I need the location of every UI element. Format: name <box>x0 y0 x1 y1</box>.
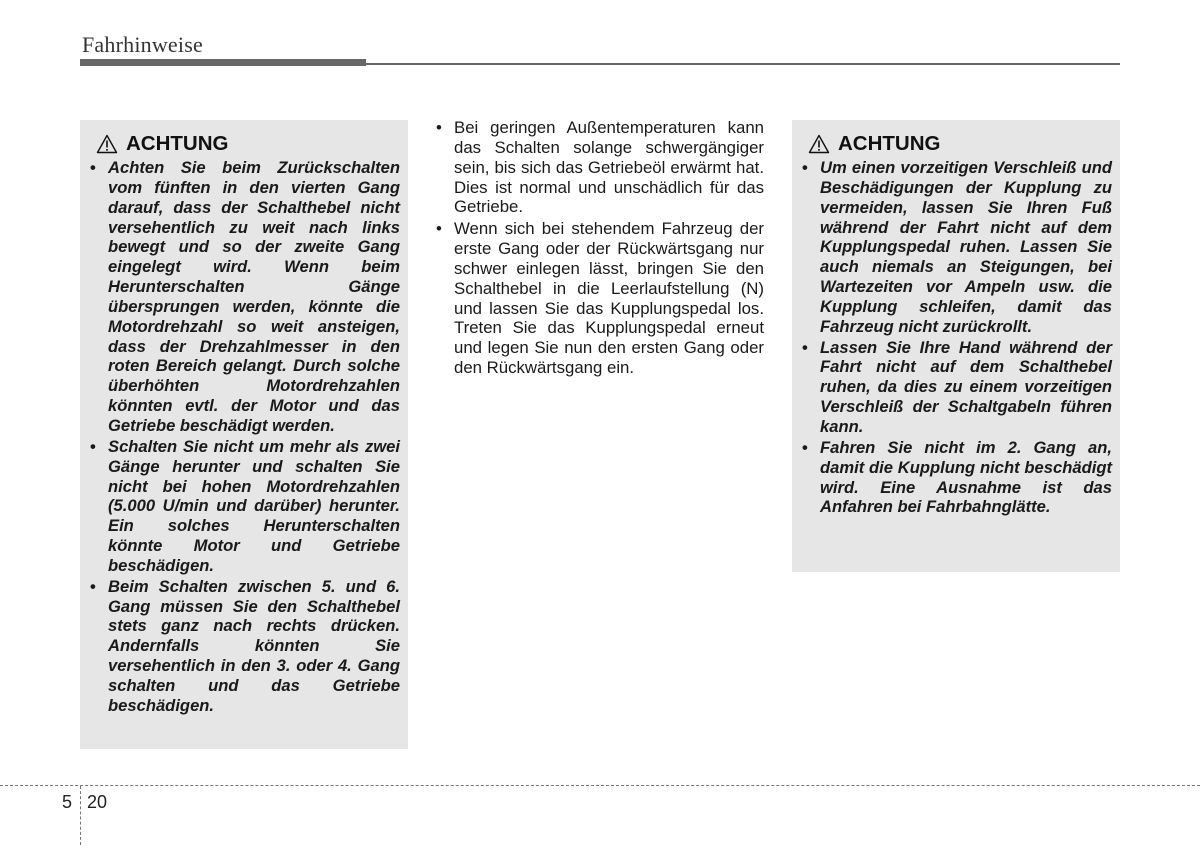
warning-heading <box>96 132 400 156</box>
warning-item: • Lassen Sie Ihre Hand während der Fahrt nicht auf dem Schalthebel ruhen, da dies zu einem vorzeitigen Verschleiß der Schaltgabeln führen kann. <box>802 338 1112 437</box>
header-rule <box>80 63 1120 65</box>
footer-dashed-divider <box>80 786 81 845</box>
body-item: • Wenn sich bei stehendem Fahrzeug der erste Gang oder der Rückwärtsgang nur schwer einlegen lässt, bringen Sie den Schalthebel in die Leerlaufstellung (N) und lassen Sie das Kupplungspedal los. Treten Sie das Kupplungspedal erneut und legen Sie nun den ersten Gang oder den Rückwärtsgang ein. <box>434 219 764 378</box>
warning-box-left <box>80 120 408 749</box>
body-column <box>434 118 764 380</box>
warning-list <box>802 158 1112 517</box>
warning-heading <box>808 132 1112 156</box>
body-list <box>434 118 764 378</box>
warning-triangle-icon <box>808 134 830 154</box>
body-item: • Bei geringen Außentemperaturen kann das Schalten solange schwergängiger sein, bis sich das Getriebeöl erwärmt hat. Dies ist normal und unschädlich für das Getriebe. <box>434 118 764 217</box>
warning-item: • Um einen vorzeitigen Verschleiß und Beschädigungen der Kupplung zu vermeiden, lassen Sie Ihren Fuß während der Fahrt nicht auf dem Kupplungspedal ruhen. Lassen Sie auch niemals an Steigungen, bei Wartezeiten vor Ampeln usw. die Kupplung schleifen, damit das Fahrzeug nicht zurückrollt. <box>802 158 1112 337</box>
warning-list <box>90 158 400 716</box>
warning-title: ACHTUNG <box>126 132 229 155</box>
warning-title: ACHTUNG <box>838 132 941 155</box>
chapter-number: 5 <box>62 792 73 812</box>
warning-box-right <box>792 120 1120 572</box>
warning-item: • Beim Schalten zwischen 5. und 6. Gang müssen Sie den Schalthebel stets ganz nach rechts drücken. Andernfalls könnten Sie versehentlich in den 3. oder 4. Gang schalten und das Getriebe beschädigen. <box>90 577 400 716</box>
warning-item: • Fahren Sie nicht im 2. Gang an, damit die Kupplung nicht beschädigt wird. Eine Ausnahme ist das Anfahren bei Fahrbahnglätte. <box>802 438 1112 517</box>
page-header-title: Fahrhinweise <box>82 32 203 57</box>
warning-item: • Schalten Sie nicht um mehr als zwei Gänge herunter und schalten Sie nicht bei hohen Motordrehzahlen (5.000 U/min und darüber) herunter. Ein solches Herunterschalten könnte Motor und Getriebe beschädigen. <box>90 437 400 576</box>
footer-dashed-rule <box>0 785 1200 786</box>
page-number: 20 <box>87 792 108 812</box>
warning-item: • Achten Sie beim Zurückschalten vom fünften in den vierten Gang darauf, dass der Schalthebel nicht versehentlich zu weit nach links bewegt und so der zweite Gang eingelegt wird. Wenn beim Herunterschalten Gänge übersprungen werden, könnte die Motordrehzahl so weit ansteigen, dass der Drehzahlmesser in den roten Bereich gelangt. Durch solche überhöhten Motordrehzahlen könnten evtl. der Motor und das Getriebe beschädigt werden. <box>90 158 400 436</box>
warning-triangle-icon <box>96 134 118 154</box>
